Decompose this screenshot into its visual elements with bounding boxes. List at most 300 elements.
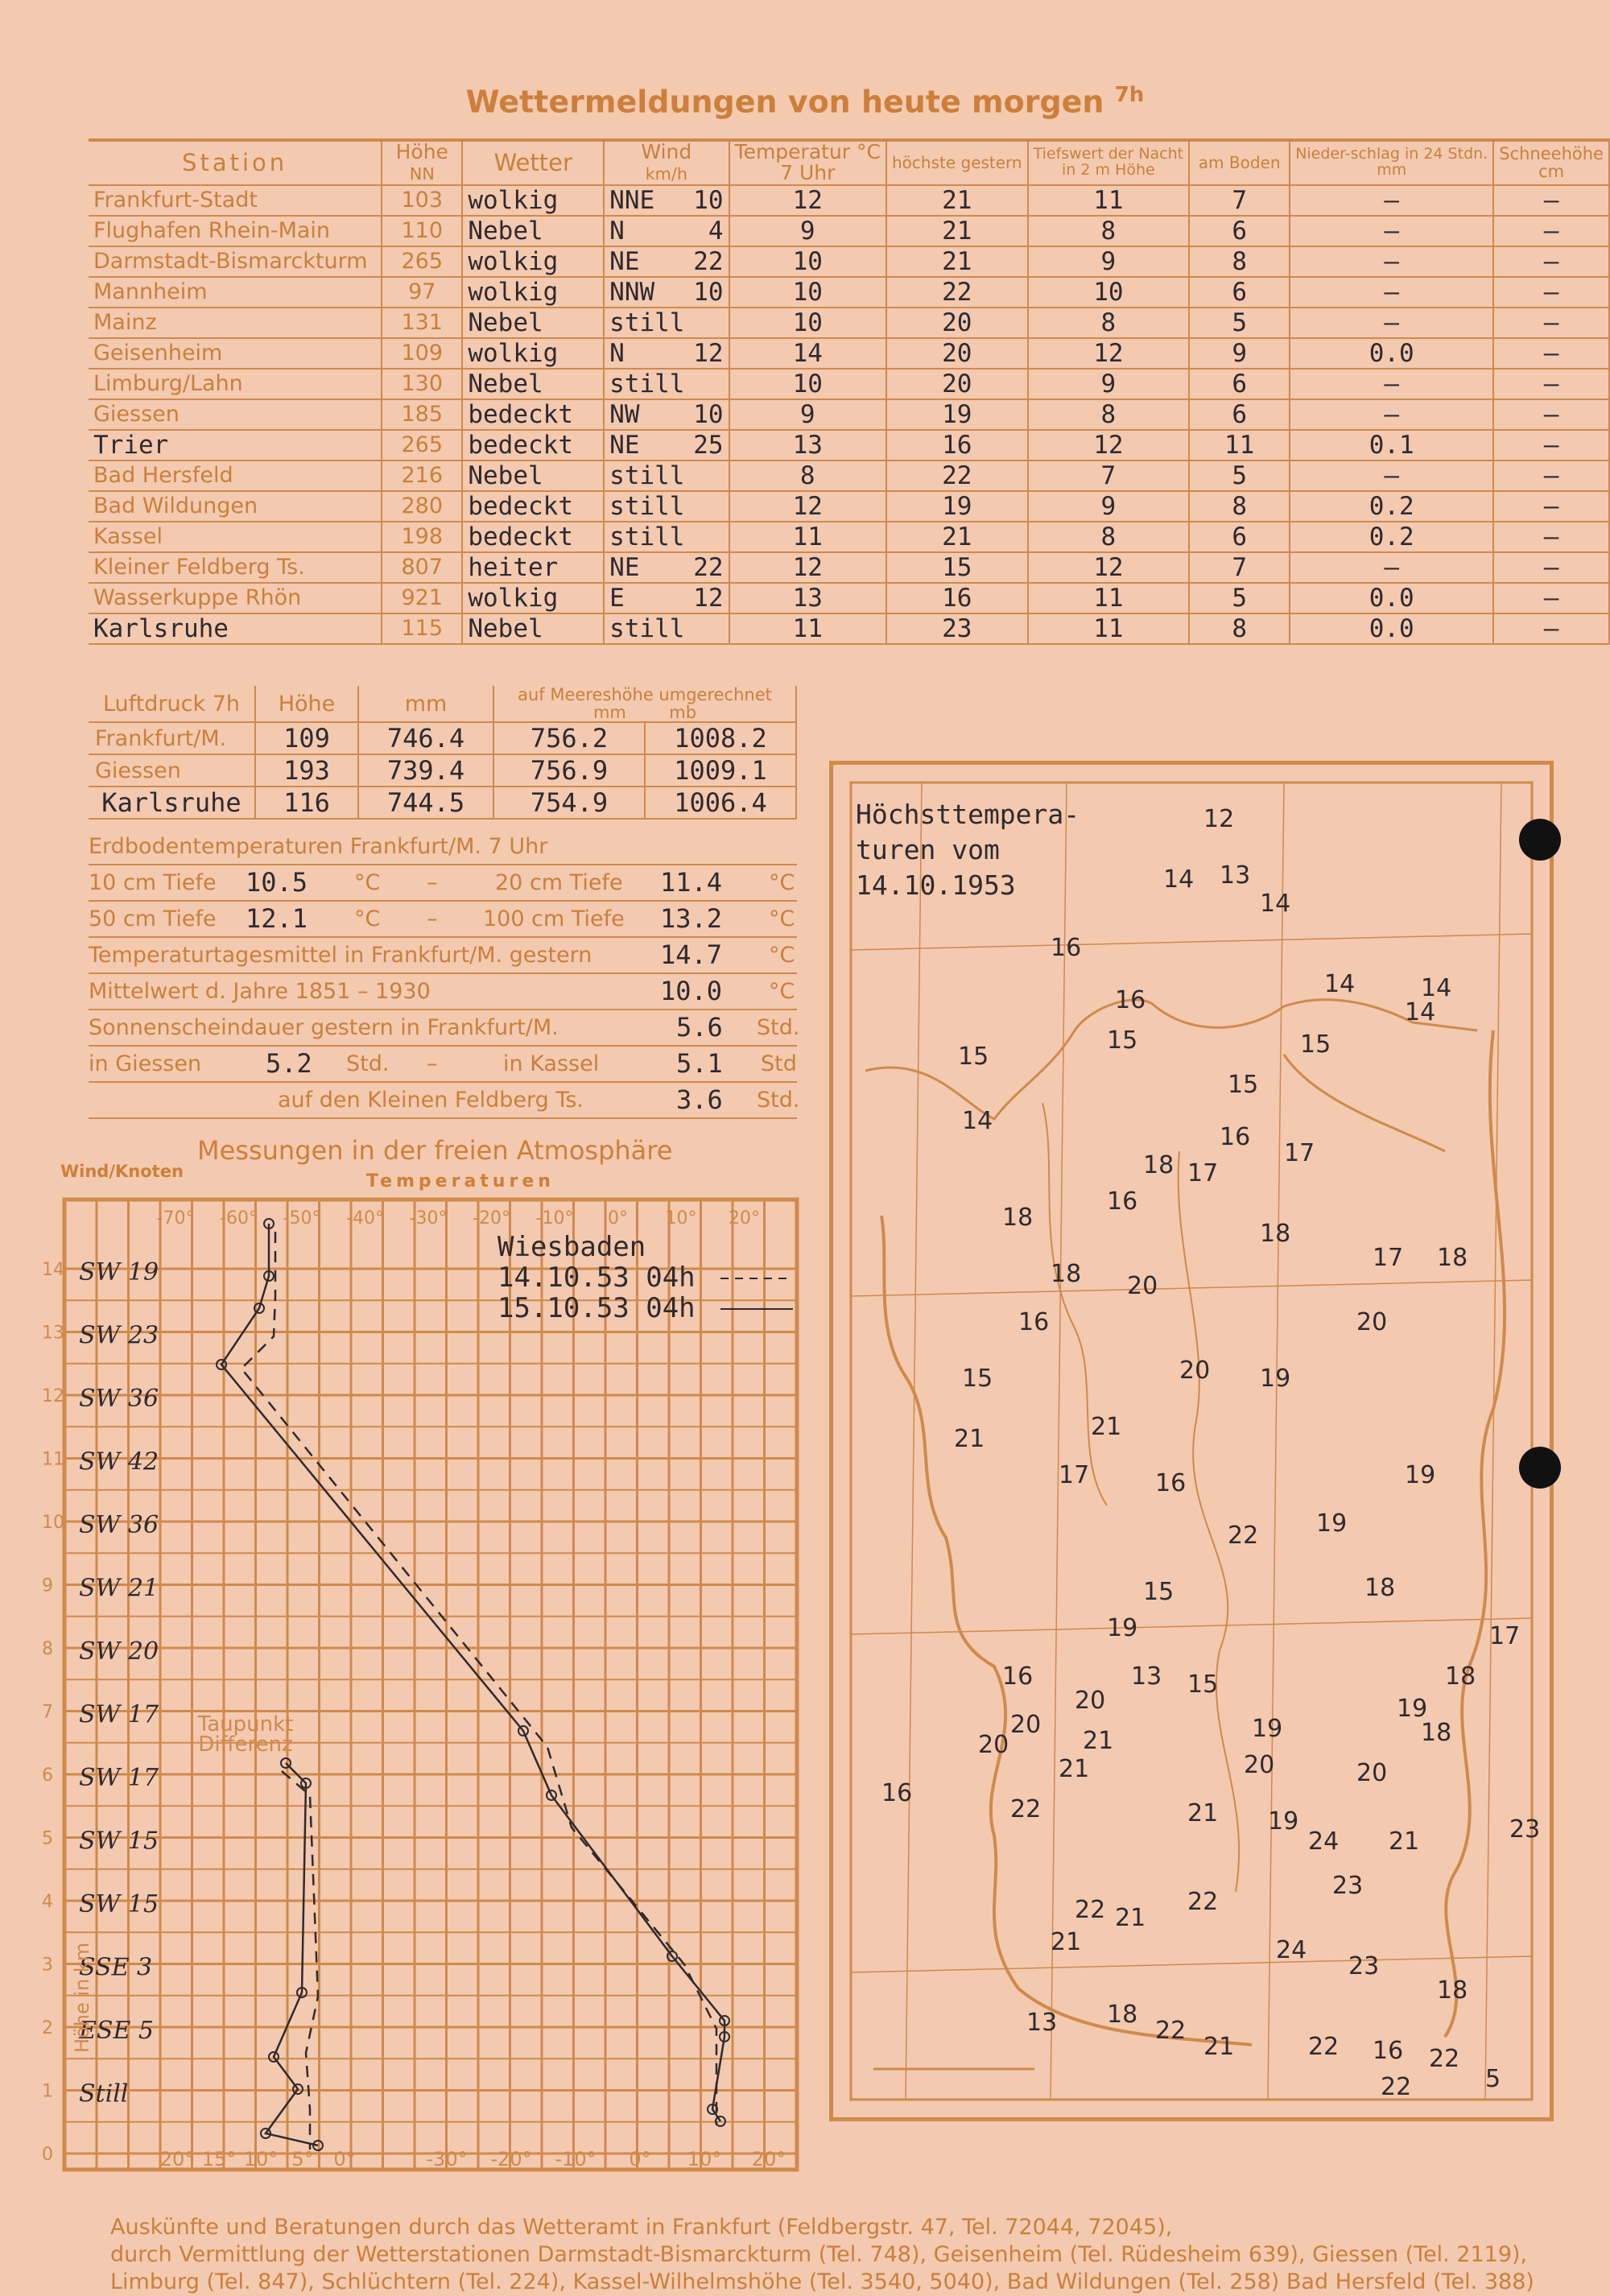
map-temperature-value: 17 bbox=[1059, 1461, 1090, 1489]
tagesmittel-label: Temperaturtagesmittel in Frankfurt/M. gestern bbox=[89, 943, 592, 968]
wind-speed: 22 bbox=[693, 552, 724, 582]
map-temperature-value: 20 bbox=[1244, 1751, 1275, 1779]
cell-tmax: 22 bbox=[886, 460, 1028, 491]
cell-t7: 13 bbox=[729, 583, 886, 613]
feldberg-label: auf den Kleinen Feldberg Ts. bbox=[278, 1088, 584, 1113]
tau-label-2: Differenz bbox=[198, 1732, 293, 1757]
station-row bbox=[89, 216, 1609, 246]
map-temperature-value: 18 bbox=[1364, 1574, 1396, 1602]
cell-wetter: Nebel bbox=[462, 216, 604, 246]
cell-tmax: 16 bbox=[886, 430, 1028, 460]
map-temperature-value: 15 bbox=[958, 1043, 989, 1071]
map-temperature-value: 14 bbox=[962, 1107, 993, 1135]
cell-station: Mainz bbox=[89, 308, 382, 338]
map-temperature-value: 19 bbox=[1397, 1695, 1428, 1723]
meridian bbox=[906, 783, 922, 2100]
wind-speed: 4 bbox=[708, 216, 724, 246]
page-title: Wettermeldungen von heute morgen $^{7h}$ bbox=[465, 83, 1145, 120]
observations-table bbox=[89, 138, 1610, 645]
map-temperature-value: 18 bbox=[1437, 1976, 1468, 2005]
map-temperature-value: 16 bbox=[1002, 1662, 1034, 1691]
dewpoint-tick: 5° bbox=[291, 2148, 314, 2170]
cell-tmax: 19 bbox=[886, 491, 1028, 522]
cell-station: Geisenheim bbox=[89, 338, 382, 369]
col-tmin: Tiefswert der Nacht in 2 m Höhe bbox=[1028, 140, 1190, 185]
cell-wetter: heiter bbox=[462, 552, 604, 583]
wind-dir: still bbox=[609, 491, 685, 521]
cell-t7: 12 bbox=[729, 185, 886, 216]
cell-tmax: 19 bbox=[886, 399, 1028, 430]
cell-schnee: – bbox=[1493, 308, 1609, 338]
dash: – bbox=[427, 870, 438, 895]
map-temperature-value: 13 bbox=[1220, 861, 1251, 890]
date-2: 15.10.53 04h bbox=[497, 1292, 696, 1324]
height-tick: 3 bbox=[42, 1955, 53, 1976]
cell-tmin: 12 bbox=[1028, 552, 1190, 583]
giessen-value: 5.2 bbox=[266, 1048, 312, 1079]
cell-station: Darmstadt-Bismarckturm bbox=[89, 246, 382, 277]
height-tick: 13 bbox=[42, 1323, 64, 1344]
cell-tboden: 6 bbox=[1189, 216, 1290, 246]
cell-t7: 8 bbox=[729, 460, 886, 491]
unit-std: Std. bbox=[757, 1088, 800, 1113]
cell-nieder: – bbox=[1290, 308, 1493, 338]
cell-station: Frankfurt-Stadt bbox=[89, 185, 382, 216]
wind-speed: 22 bbox=[693, 246, 724, 276]
map-temperature-value: 21 bbox=[1187, 1799, 1219, 1827]
cell-hoehe: 265 bbox=[382, 246, 462, 277]
height-axis-label: Höhe in km bbox=[71, 1942, 93, 2053]
cell-hoehe: 185 bbox=[382, 399, 462, 430]
cell-tmax: 21 bbox=[886, 246, 1028, 277]
cell-t7: 13 bbox=[729, 430, 886, 460]
cell-t7: 10 bbox=[729, 308, 886, 338]
wind-speed: 12 bbox=[693, 338, 724, 368]
map-temperature-value: 19 bbox=[1107, 1614, 1138, 1642]
height-tick: 6 bbox=[42, 1765, 53, 1786]
cell-station: Wasserkuppe Rhön bbox=[89, 583, 382, 613]
press-label: Luftdruck 7h bbox=[89, 686, 255, 722]
map-temperature-value: 21 bbox=[1203, 2033, 1235, 2061]
map-temperature-value: 18 bbox=[1002, 1204, 1034, 1232]
wind-dir: still bbox=[609, 613, 685, 643]
cell-t7: 12 bbox=[729, 552, 886, 583]
temp-tick: -70° bbox=[156, 1208, 195, 1229]
map-temperature-value: 14 bbox=[1324, 970, 1356, 998]
pressure-cell-st: Frankfurt/M. bbox=[89, 722, 255, 754]
cell-schnee: – bbox=[1493, 491, 1609, 522]
wind-dir: NW bbox=[609, 399, 640, 429]
giessen-label: in Giessen bbox=[89, 1051, 202, 1076]
wind-dir: NNE bbox=[609, 185, 655, 215]
cell-wetter: wolkig bbox=[462, 338, 604, 369]
wind-value: SW 15 bbox=[79, 1827, 159, 1856]
soil-100-value: 13.2 bbox=[660, 903, 723, 934]
temp-tick: -50° bbox=[283, 1208, 321, 1229]
cell-wetter: bedeckt bbox=[462, 522, 604, 552]
map-temperature-value: 20 bbox=[1127, 1272, 1158, 1300]
cell-hoehe: 130 bbox=[382, 369, 462, 399]
map-temperature-value: 21 bbox=[1051, 1928, 1082, 1956]
temp-tick: -60° bbox=[220, 1208, 258, 1229]
river bbox=[1042, 1103, 1107, 1505]
unit-c: °C bbox=[354, 906, 381, 931]
pressure-cell-mb: 1009.1 bbox=[645, 754, 796, 787]
height-tick: 0 bbox=[42, 2145, 53, 2165]
cell-schnee: – bbox=[1493, 246, 1609, 277]
height-tick: 12 bbox=[42, 1386, 64, 1406]
cell-hoehe: 265 bbox=[382, 430, 462, 460]
mittelwert-value: 10.0 bbox=[660, 976, 723, 1006]
temp-bottom-tick: -10° bbox=[555, 2148, 597, 2170]
wind-value: ESE 5 bbox=[79, 2017, 154, 2045]
cell-t7: 11 bbox=[729, 522, 886, 552]
mittelwert-label: Mittelwert d. Jahre 1851 – 1930 bbox=[89, 979, 431, 1004]
cell-wind bbox=[604, 430, 729, 460]
map-temperature-value: 13 bbox=[1026, 2009, 1058, 2037]
col-schnee: Schneehöhe cm bbox=[1493, 140, 1609, 185]
cell-tboden: 5 bbox=[1189, 583, 1290, 613]
cell-nieder: 0.1 bbox=[1290, 430, 1493, 460]
map-temperature-value: 22 bbox=[1010, 1795, 1042, 1823]
col-hoehe: Höhe NN bbox=[382, 140, 462, 185]
pressure-cell-mm2: 756.9 bbox=[493, 754, 645, 787]
footer: Auskünfte und Beratungen durch das Wetteramt in Frankfurt (Feldbergstr. 47, Tel. 72044, 72045), durch Vermittlung der Wetterstationen Darmstadt-Bismarckturm (Tel. 748), Geisenheim (Tel. Rüdesheim 639), Giessen (Tel. 2119), Limburg (Tel. 847), Schlüchtern (Tel. 224), Kassel-Wilhelmshöhe (Tel. 3540, 5040), Bad Wildungen (Tel. 258) Bad Hersfeld (Tel. 388) bbox=[110, 2215, 1534, 2294]
pressure-cell-mb: 1006.4 bbox=[645, 787, 796, 819]
cell-t7: 9 bbox=[729, 216, 886, 246]
pressure-cell-h: 116 bbox=[255, 787, 358, 819]
cell-t7: 10 bbox=[729, 369, 886, 399]
wind-value: SW 36 bbox=[79, 1385, 159, 1413]
cell-tmin: 10 bbox=[1028, 277, 1190, 308]
cell-nieder: – bbox=[1290, 277, 1493, 308]
wind-value: SW 19 bbox=[79, 1258, 159, 1286]
map-temperature-value: 24 bbox=[1308, 1827, 1340, 1856]
cell-wind bbox=[604, 369, 729, 399]
pressure-cell-h: 109 bbox=[255, 722, 358, 754]
map-temperature-value: 12 bbox=[1203, 805, 1235, 833]
map-temperature-value: 17 bbox=[1489, 1622, 1521, 1650]
temp-bottom-tick: -30° bbox=[426, 2148, 468, 2170]
cell-tmax: 21 bbox=[886, 522, 1028, 552]
map-temperature-value: 20 bbox=[1356, 1759, 1388, 1787]
unit-std: Std bbox=[761, 1051, 797, 1076]
station-row bbox=[89, 277, 1609, 308]
temp-tick: -10° bbox=[535, 1208, 574, 1229]
cell-tboden: 6 bbox=[1189, 369, 1290, 399]
temp-tick: -40° bbox=[346, 1208, 384, 1229]
parallel bbox=[851, 1618, 1532, 1634]
cell-tboden: 8 bbox=[1189, 491, 1290, 522]
pressure-cell-h: 193 bbox=[255, 754, 358, 787]
map-temperature-value: 17 bbox=[1187, 1159, 1219, 1187]
map-temperature-value: 21 bbox=[1389, 1827, 1420, 1856]
pressure-row bbox=[89, 787, 796, 819]
map-temperature-value: 18 bbox=[1143, 1151, 1174, 1179]
elbe bbox=[1284, 1055, 1445, 1151]
wind-value: SW 42 bbox=[79, 1447, 159, 1476]
unit-c: °C bbox=[769, 906, 795, 931]
cell-t7: 14 bbox=[729, 338, 886, 369]
wind-dir: NE bbox=[609, 552, 640, 582]
map-temperature-value: 16 bbox=[1155, 1469, 1187, 1497]
cell-hoehe: 807 bbox=[382, 552, 462, 583]
wind-dir: E bbox=[609, 583, 625, 613]
punch-hole bbox=[1519, 1447, 1561, 1489]
punch-hole bbox=[1519, 819, 1561, 861]
cell-tboden: 8 bbox=[1189, 246, 1290, 277]
cell-station: Kassel bbox=[89, 522, 382, 552]
unit-c: °C bbox=[769, 979, 795, 1004]
map-temperature-value: 23 bbox=[1332, 1872, 1364, 1900]
cell-nieder: 0.2 bbox=[1290, 522, 1493, 552]
max-temperature-map bbox=[829, 761, 1554, 2121]
map-temperature-value: 15 bbox=[1143, 1578, 1174, 1606]
wind-dir: NNW bbox=[609, 277, 655, 307]
map-temperature-value: 14 bbox=[1421, 974, 1452, 1002]
cell-wetter: Nebel bbox=[462, 369, 604, 399]
cell-nieder: – bbox=[1290, 369, 1493, 399]
soil-20-label: 20 cm Tiefe bbox=[495, 870, 623, 895]
cell-tmin: 11 bbox=[1028, 613, 1190, 644]
map-temperature-value: 20 bbox=[1356, 1308, 1388, 1336]
cell-tmax: 20 bbox=[886, 308, 1028, 338]
wind-dir: still bbox=[609, 369, 685, 398]
cell-tboden: 8 bbox=[1189, 613, 1290, 644]
map-temperature-value: 23 bbox=[1509, 1815, 1541, 1844]
map-temperature-value: 21 bbox=[1091, 1413, 1122, 1441]
cell-hoehe: 109 bbox=[382, 338, 462, 369]
tau-label: Taupunkt bbox=[197, 1712, 294, 1736]
tagesmittel-value: 14.7 bbox=[660, 939, 723, 970]
map-temperature-value: 16 bbox=[1220, 1123, 1251, 1151]
cell-hoehe: 97 bbox=[382, 277, 462, 308]
map-temperature-value: 16 bbox=[1018, 1308, 1050, 1336]
dewpoint-tick: 15° bbox=[201, 2148, 237, 2170]
cell-wetter: Nebel bbox=[462, 460, 604, 491]
cell-wetter: wolkig bbox=[462, 185, 604, 216]
wind-value: SW 21 bbox=[79, 1574, 159, 1603]
cell-station: Mannheim bbox=[89, 277, 382, 308]
temp-tick: -20° bbox=[473, 1208, 510, 1229]
map-temperature-value: 15 bbox=[1300, 1030, 1331, 1059]
cell-hoehe: 131 bbox=[382, 308, 462, 338]
soil-50-value: 12.1 bbox=[246, 903, 308, 934]
height-tick: 5 bbox=[42, 1828, 53, 1849]
temp-tick: 0° bbox=[608, 1208, 628, 1229]
soil-10-label: 10 cm Tiefe bbox=[89, 870, 217, 895]
wind-speed: 10 bbox=[693, 185, 724, 215]
map-temperature-value: 18 bbox=[1107, 2001, 1138, 2029]
map-temperature-value: 22 bbox=[1429, 2045, 1460, 2073]
soil-100-label: 100 cm Tiefe bbox=[483, 906, 625, 931]
cell-tboden: 9 bbox=[1189, 338, 1290, 369]
date-1: 14.10.53 04h bbox=[497, 1262, 696, 1294]
map-temperature-value: 21 bbox=[1059, 1755, 1090, 1783]
cell-tboden: 11 bbox=[1189, 430, 1290, 460]
soil-sunshine-block bbox=[89, 829, 800, 1119]
cell-station: Bad Hersfeld bbox=[89, 460, 382, 491]
map-temperature-value: 22 bbox=[1381, 2073, 1412, 2101]
map-temperature-value: 16 bbox=[1107, 1187, 1138, 1216]
station-row bbox=[89, 583, 1609, 613]
cell-tmax: 21 bbox=[886, 216, 1028, 246]
cell-wetter: bedeckt bbox=[462, 430, 604, 460]
cell-tmin: 7 bbox=[1028, 460, 1190, 491]
meridian bbox=[1051, 783, 1067, 2100]
cell-nieder: – bbox=[1290, 399, 1493, 430]
map-temperature-value: 21 bbox=[1115, 1904, 1146, 1932]
kassel-label: in Kassel bbox=[503, 1051, 600, 1076]
cell-schnee: – bbox=[1493, 460, 1609, 491]
wind-speed: 10 bbox=[693, 399, 724, 429]
station-row bbox=[89, 552, 1609, 583]
cell-tboden: 5 bbox=[1189, 460, 1290, 491]
cell-schnee: – bbox=[1493, 369, 1609, 399]
cell-tmin: 9 bbox=[1028, 246, 1190, 277]
wind-value: SW 17 bbox=[79, 1764, 159, 1792]
unit-c: °C bbox=[354, 870, 381, 895]
temp-bottom-tick: 10° bbox=[687, 2148, 722, 2170]
map-temperature-value: 14 bbox=[1163, 865, 1195, 894]
wind-value: SSE 3 bbox=[79, 1953, 153, 1982]
wind-value: SW 20 bbox=[79, 1637, 159, 1666]
map-temperature-value: 17 bbox=[1373, 1244, 1404, 1272]
map-temperature-value: 21 bbox=[1083, 1727, 1114, 1755]
col-hoechste: höchste gestern bbox=[886, 140, 1028, 185]
pressure-cell-mm: 746.4 bbox=[358, 722, 493, 754]
pressure-cell-st: Karlsruhe bbox=[89, 787, 255, 819]
map-temperature-value: 19 bbox=[1405, 1461, 1436, 1489]
height-tick: 2 bbox=[42, 2018, 53, 2038]
wind-dir: still bbox=[609, 460, 685, 490]
cell-schnee: – bbox=[1493, 338, 1609, 369]
map-temperature-value: 22 bbox=[1228, 1522, 1259, 1550]
cell-tmin: 12 bbox=[1028, 338, 1190, 369]
cell-hoehe: 103 bbox=[382, 185, 462, 216]
cell-nieder: 0.0 bbox=[1290, 338, 1493, 369]
temp-tick: 10° bbox=[665, 1208, 697, 1229]
pressure-cell-mm: 739.4 bbox=[358, 754, 493, 787]
map-temperature-value: 15 bbox=[962, 1365, 993, 1393]
cell-schnee: – bbox=[1493, 399, 1609, 430]
cell-t7: 10 bbox=[729, 277, 886, 308]
temp-bottom-tick: 0° bbox=[629, 2148, 651, 2170]
cell-wind bbox=[604, 491, 729, 522]
cell-station: Giessen bbox=[89, 399, 382, 430]
map-temperature-value: 20 bbox=[1010, 1711, 1042, 1739]
cell-hoehe: 110 bbox=[382, 216, 462, 246]
col-wind: Wind km/h bbox=[604, 140, 729, 185]
atmos-title: Messungen in der freien Atmosphäre bbox=[197, 1135, 673, 1166]
temp-label: Temperaturen bbox=[366, 1171, 555, 1191]
map-temperature-value: 16 bbox=[1115, 986, 1146, 1014]
wind-label: Wind/Knoten bbox=[60, 1162, 184, 1181]
cell-nieder: – bbox=[1290, 460, 1493, 491]
cell-station: Bad Wildungen bbox=[89, 491, 382, 522]
east-border bbox=[1445, 1030, 1505, 2037]
coastline bbox=[865, 1000, 1477, 1119]
cell-hoehe: 280 bbox=[382, 491, 462, 522]
cell-wind bbox=[604, 216, 729, 246]
wind-speed: 10 bbox=[693, 277, 724, 307]
temp-bottom-tick: 20° bbox=[751, 2148, 786, 2170]
dash: – bbox=[427, 906, 438, 931]
station-row bbox=[89, 185, 1609, 216]
cell-wetter: bedeckt bbox=[462, 399, 604, 430]
wind-speed: 25 bbox=[693, 430, 724, 460]
map-temperature-value: 16 bbox=[881, 1779, 913, 1807]
press-col-hoehe: Höhe bbox=[255, 686, 358, 722]
cell-schnee: – bbox=[1493, 583, 1609, 613]
cell-tmin: 9 bbox=[1028, 491, 1190, 522]
map-temperature-value: 22 bbox=[1187, 1888, 1219, 1916]
cell-nieder: 0.0 bbox=[1290, 583, 1493, 613]
cell-wetter: Nebel bbox=[462, 613, 604, 644]
temp-tick: -30° bbox=[409, 1208, 448, 1229]
cell-tmin: 8 bbox=[1028, 522, 1190, 552]
map-temperature-value: 19 bbox=[1260, 1365, 1291, 1393]
cell-tmax: 22 bbox=[886, 277, 1028, 308]
cell-tmax: 20 bbox=[886, 338, 1028, 369]
wind-value: SW 23 bbox=[79, 1321, 159, 1350]
map-temperature-value: 14 bbox=[1260, 890, 1291, 918]
dash: – bbox=[427, 1051, 438, 1076]
map-temperature-value: 5 bbox=[1485, 2065, 1501, 2093]
cell-wind bbox=[604, 185, 729, 216]
pressure-cell-mm: 744.5 bbox=[358, 787, 493, 819]
cell-schnee: – bbox=[1493, 430, 1609, 460]
cell-tmax: 20 bbox=[886, 369, 1028, 399]
pressure-cell-st: Giessen bbox=[89, 754, 255, 787]
cell-t7: 12 bbox=[729, 491, 886, 522]
map-temperature-value: 16 bbox=[1051, 934, 1082, 962]
feldberg-value: 3.6 bbox=[676, 1084, 723, 1115]
cell-nieder: 0.2 bbox=[1290, 491, 1493, 522]
cell-tmin: 9 bbox=[1028, 369, 1190, 399]
dewpoint-tick: 0° bbox=[333, 2148, 356, 2170]
cell-tmin: 8 bbox=[1028, 308, 1190, 338]
map-temperature-value: 18 bbox=[1051, 1260, 1082, 1288]
map-temperature-value: 22 bbox=[1075, 1896, 1106, 1924]
wind-speed: 12 bbox=[693, 583, 724, 613]
temp-tick: 20° bbox=[729, 1208, 760, 1229]
map-temperature-value: 17 bbox=[1284, 1139, 1315, 1167]
cell-schnee: – bbox=[1493, 277, 1609, 308]
cell-nieder: 0.0 bbox=[1290, 613, 1493, 644]
wind-value: Still bbox=[79, 2079, 129, 2108]
soil-title: Erdbodentemperaturen Frankfurt/M. 7 Uhr bbox=[89, 834, 548, 859]
parallel bbox=[851, 934, 1532, 950]
cell-wetter: Nebel bbox=[462, 308, 604, 338]
wind-dir: N bbox=[609, 216, 625, 246]
map-temperature-value: 15 bbox=[1107, 1026, 1138, 1055]
col-nieder: Nieder-schlag in 24 Stdn. mm bbox=[1290, 140, 1493, 185]
cell-schnee: – bbox=[1493, 185, 1609, 216]
cell-station: Karlsruhe bbox=[89, 613, 382, 644]
map-temperature-value: 22 bbox=[1308, 2033, 1340, 2061]
cell-tmin: 11 bbox=[1028, 185, 1190, 216]
pressure-cell-mm2: 756.2 bbox=[493, 722, 645, 754]
wind-dir: still bbox=[609, 308, 685, 337]
station-row bbox=[89, 491, 1609, 522]
cell-station: Limburg/Lahn bbox=[89, 369, 382, 399]
height-tick: 4 bbox=[42, 1892, 53, 1912]
parallel bbox=[851, 1956, 1532, 1972]
cell-t7: 10 bbox=[729, 246, 886, 277]
map-temperature-value: 20 bbox=[1075, 1687, 1106, 1715]
sonne-value: 5.6 bbox=[676, 1012, 723, 1043]
